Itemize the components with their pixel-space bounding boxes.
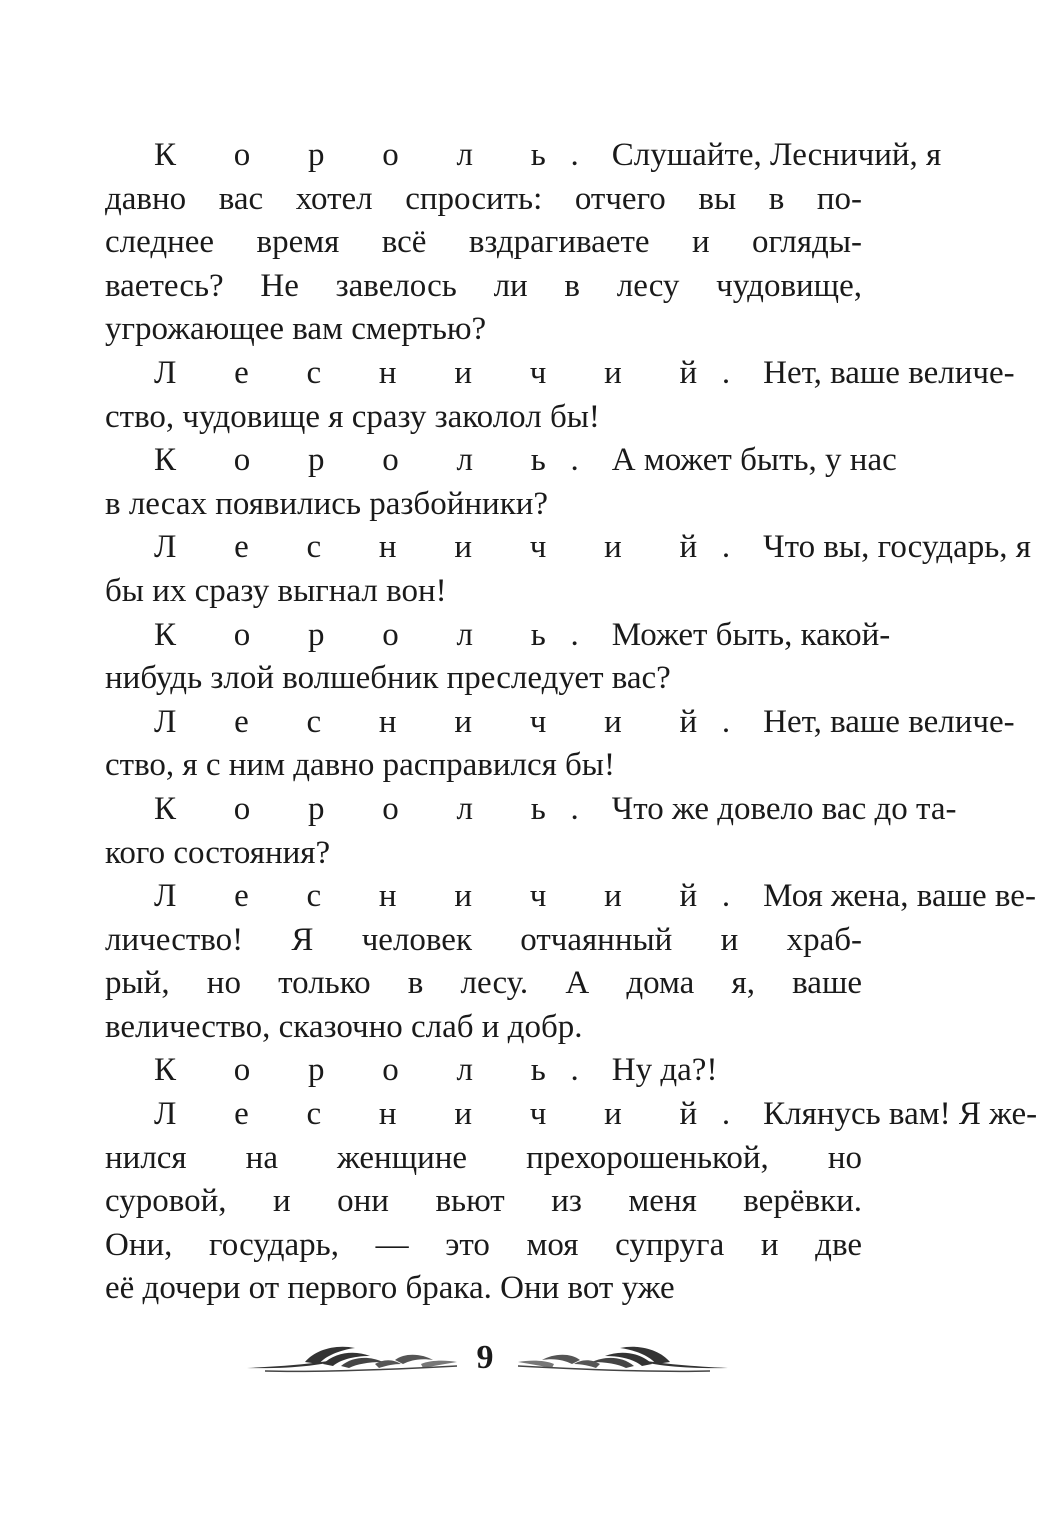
text-line <box>105 788 957 832</box>
text-line <box>105 1093 1037 1137</box>
text-line <box>105 308 862 352</box>
page-text <box>105 134 1037 1311</box>
flourish-ornament-right-icon <box>515 1338 730 1378</box>
line-text: Клянусь вам! Я же- <box>754 1096 1037 1133</box>
line-text: угрожающее вам смертью? <box>105 311 487 348</box>
text-line <box>105 832 862 876</box>
line-text: личество! Я человек отчаянный и храб- <box>105 921 862 958</box>
line-text: А может быть, у нас <box>603 442 897 479</box>
line-text: Ну да?! <box>603 1052 718 1089</box>
line-text: нился на женщине прехорошенькой, но <box>105 1139 862 1176</box>
line-text: нибудь злой волшебник преследует вас? <box>105 660 671 697</box>
text-line <box>105 1049 862 1093</box>
line-text: ство, чудовище я сразу заколол бы! <box>105 398 600 435</box>
line-text: бы их сразу выгнал вон! <box>105 572 447 609</box>
text-line <box>105 1224 862 1268</box>
line-text: Может быть, какой- <box>603 616 891 653</box>
text-line <box>105 744 862 788</box>
speaker-name: Л е с н и ч и й. <box>154 1096 755 1133</box>
text-line <box>105 1006 862 1050</box>
text-line <box>105 352 1015 396</box>
line-text: ство, я с ним давно расправился бы! <box>105 747 615 784</box>
text-line <box>105 483 862 527</box>
speaker-name: К о р о л ь. <box>154 790 604 827</box>
line-text: величество, сказочно слаб и добр. <box>105 1008 583 1045</box>
line-text: рый, но только в лесу. А дома я, ваше <box>105 965 862 1002</box>
text-line <box>105 570 862 614</box>
text-line <box>105 134 942 178</box>
line-text: Нет, ваше величе- <box>754 703 1015 740</box>
text-line <box>105 614 891 658</box>
text-line <box>105 178 862 222</box>
line-text: Моя жена, ваше ве- <box>754 878 1036 915</box>
page-footer <box>0 1330 1000 1390</box>
text-line <box>105 701 1015 745</box>
text-line <box>105 1137 862 1181</box>
line-text: суровой, и они вьют из меня верёвки. <box>105 1183 862 1220</box>
text-line <box>105 657 862 701</box>
line-text: в лесах появились разбойники? <box>105 485 549 522</box>
line-text: давно вас хотел спросить: отчего вы в по- <box>105 180 862 217</box>
text-line <box>105 526 1031 570</box>
speaker-name: К о р о л ь. <box>154 137 604 173</box>
line-text: Что вы, государь, я <box>754 529 1031 566</box>
text-line <box>105 265 862 309</box>
line-text: Они, государь, — это моя супруга и две <box>105 1226 862 1263</box>
line-text: ваетесь? Не завелось ли в лесу чудовище, <box>105 267 862 304</box>
text-line <box>105 962 862 1006</box>
speaker-name: К о р о л ь. <box>154 1052 604 1089</box>
line-text: Нет, ваше величе- <box>754 354 1015 391</box>
line-text: Слушайте, Лесничий, я <box>603 137 942 173</box>
text-line <box>105 396 862 440</box>
text-line <box>105 1267 862 1311</box>
line-text: Что же довело вас до та- <box>603 790 957 827</box>
text-line <box>105 221 862 265</box>
text-line <box>105 875 1036 919</box>
line-text: следнее время всё вздрагиваете и огляды- <box>105 224 862 261</box>
speaker-name: Л е с н и ч и й. <box>154 703 755 740</box>
speaker-name: Л е с н и ч и й. <box>154 529 755 566</box>
speaker-name: К о р о л ь. <box>154 616 604 653</box>
speaker-name: Л е с н и ч и й. <box>154 354 755 391</box>
speaker-name: К о р о л ь. <box>154 442 604 479</box>
text-line <box>105 439 897 483</box>
line-text: её дочери от первого брака. Они вот уже <box>105 1270 675 1307</box>
page-number: 9 <box>476 1339 494 1376</box>
flourish-ornament-left-icon <box>245 1338 460 1378</box>
text-line <box>105 1180 862 1224</box>
speaker-name: Л е с н и ч и й. <box>154 878 755 915</box>
text-line <box>105 919 862 963</box>
line-text: кого состояния? <box>105 834 331 871</box>
